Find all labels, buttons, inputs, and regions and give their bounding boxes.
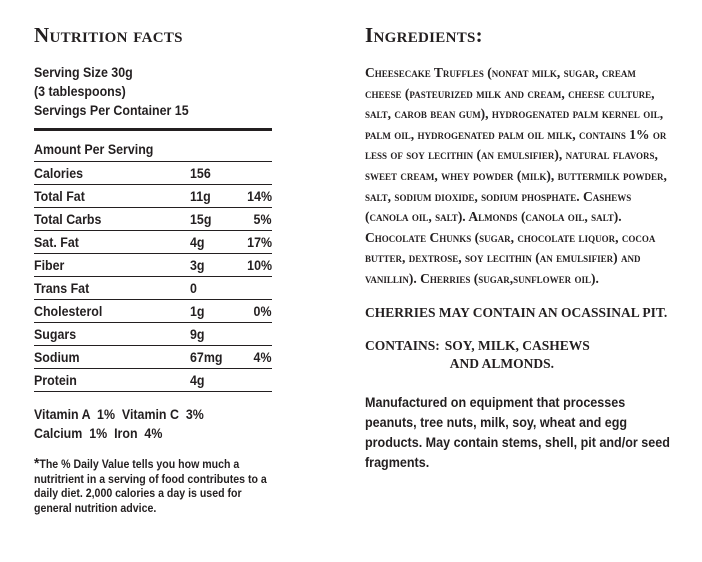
nutrient-name: Total Carbs: [34, 211, 102, 227]
nutrient-daily-value-cell: [238, 212, 272, 227]
nutrient-amount: 11g: [190, 188, 211, 204]
nutrient-daily-value: 10%: [247, 257, 272, 273]
nutrient-amount: 1g: [190, 303, 205, 319]
thick-divider: [34, 128, 272, 131]
nutrient-name: Calories: [34, 165, 84, 181]
nutrient-daily-value-cell: [238, 350, 272, 365]
nutrient-name: Sodium: [34, 349, 80, 365]
nutrient-amount-cell: [190, 350, 238, 365]
nutrient-row: [34, 253, 272, 276]
nutrient-daily-value: 5%: [254, 211, 272, 227]
nutrient-table: [34, 161, 272, 392]
nutrient-row: [34, 322, 272, 345]
nutrient-daily-value: 4%: [254, 349, 272, 365]
nutrient-name: Protein: [34, 372, 77, 388]
nutrient-row: [34, 368, 272, 392]
nutrient-amount-cell: [190, 235, 238, 250]
nutrient-name-cell: [34, 304, 190, 319]
nutrient-amount: 9g: [190, 326, 205, 342]
nutrient-name-cell: [34, 212, 190, 227]
nutrient-amount-cell: [190, 258, 238, 273]
contains-line-1: SOY, MILK, CASHEWS: [444, 337, 590, 353]
ingredients-list: Cheesecake Truffles (nonfat milk, sugar, cream cheese (pasteurized milk and cream, cheese culture, salt, carob bean gum), hydrogenated palm kernel oil, palm oil, hydrogenated palm oil milk, contains 1% or less of soy lecithin (an emulsifier), natural flavors, sweet cream, whey powder (milk), buttermilk powder, salt, sodium dioxide, sodium phosphate. Cashews (canola oil, salt). Almonds (canola oil, salt). Chocolate Chunks (sugar, chocolate liquor, cocoa butter, dextrose, soy lecithin (an emulsifier) and vanillin). Cherries (sugar,sunflower oil).: [365, 65, 667, 286]
nutrient-name: Trans Fat: [34, 280, 90, 296]
allergen-contains: [365, 337, 675, 373]
nutrient-amount: 4g: [190, 372, 205, 388]
nutrient-name-cell: [34, 235, 190, 250]
nutrition-facts-title: Nutrition facts: [34, 23, 183, 47]
serving-size: Serving Size 30g: [34, 65, 133, 80]
nutrient-daily-value: 17%: [247, 234, 272, 250]
nutrient-row: [34, 161, 272, 184]
nutrient-name: Fiber: [34, 257, 65, 273]
nutrient-amount-cell: [190, 212, 238, 227]
nutrient-name-cell: [34, 281, 190, 296]
nutrient-amount: 67mg: [190, 349, 223, 365]
nutrient-name-cell: [34, 350, 190, 365]
footnote-text: The % Daily Value tells you how much a nutritrient in a serving of food contributes to a daily diet. 2,000 calories a day is used for general nutrition advice.: [34, 459, 267, 515]
nutrient-daily-value-cell: [238, 166, 272, 181]
nutrient-amount-cell: [190, 327, 238, 342]
ingredients-title: Ingredients:: [365, 23, 483, 47]
nutrient-name: Cholesterol: [34, 303, 103, 319]
nutrient-amount-cell: [190, 373, 238, 388]
nutrient-name: Total Fat: [34, 188, 85, 204]
nutrient-name-cell: [34, 327, 190, 342]
nutrient-row: [34, 345, 272, 368]
nutrient-amount-cell: [190, 166, 238, 181]
servings-per-container: Servings Per Container 15: [34, 103, 189, 118]
ingredients-panel: [365, 24, 675, 473]
contains-list: [445, 337, 590, 373]
nutrient-daily-value-cell: [238, 304, 272, 319]
nutrient-daily-value-cell: [238, 258, 272, 273]
nutrient-amount: 156: [190, 165, 211, 181]
contains-label: CONTAINS:: [365, 337, 440, 353]
nutrient-amount-cell: [190, 189, 238, 204]
nutrient-name-cell: [34, 373, 190, 388]
vitamins-line-1: Vitamin A 1% Vitamin C 3%: [34, 407, 204, 422]
nutrient-daily-value-cell: [238, 327, 272, 342]
nutrient-daily-value-cell: [238, 281, 272, 296]
nutrient-row: [34, 184, 272, 207]
nutrient-name: Sugars: [34, 326, 77, 342]
nutrient-daily-value-cell: [238, 189, 272, 204]
serving-info: [34, 63, 253, 120]
nutrient-amount: 3g: [190, 257, 205, 273]
nutrient-name: Sat. Fat: [34, 234, 79, 250]
vitamins-block: [34, 405, 253, 443]
nutrient-row: [34, 299, 272, 322]
contains-line-2: AND ALMONDS.: [449, 355, 555, 371]
serving-equivalent: (3 tablespoons): [34, 84, 126, 99]
nutrient-name-cell: [34, 166, 190, 181]
nutrition-facts-panel: [34, 24, 272, 516]
nutrient-amount-cell: [190, 281, 238, 296]
nutrient-amount-cell: [190, 304, 238, 319]
manufacturing-notice: Manufactured on equipment that processes peanuts, tree nuts, milk, soy, wheat and egg products. May contain stems, shell, pit and/or seed fragments.: [365, 394, 670, 470]
nutrient-row: [34, 230, 272, 253]
nutrient-amount: 4g: [190, 234, 205, 250]
nutrient-name-cell: [34, 189, 190, 204]
daily-value-footnote: [34, 457, 273, 516]
nutrient-daily-value-cell: [238, 235, 272, 250]
footnote-asterisk: *: [34, 455, 40, 472]
nutrient-row: [34, 207, 272, 230]
cherries-warning: CHERRIES MAY CONTAIN AN OCASSINAL PIT.: [365, 304, 668, 320]
nutrient-daily-value-cell: [238, 373, 272, 388]
vitamins-line-2: Calcium 1% Iron 4%: [34, 426, 163, 441]
nutrient-row: [34, 276, 272, 299]
nutrient-daily-value: 0%: [254, 303, 272, 319]
nutrient-amount: 0: [190, 280, 197, 296]
nutrient-name-cell: [34, 258, 190, 273]
nutrient-amount: 15g: [190, 211, 212, 227]
amount-per-serving: Amount Per Serving: [34, 142, 154, 157]
nutrient-daily-value: 14%: [247, 188, 272, 204]
